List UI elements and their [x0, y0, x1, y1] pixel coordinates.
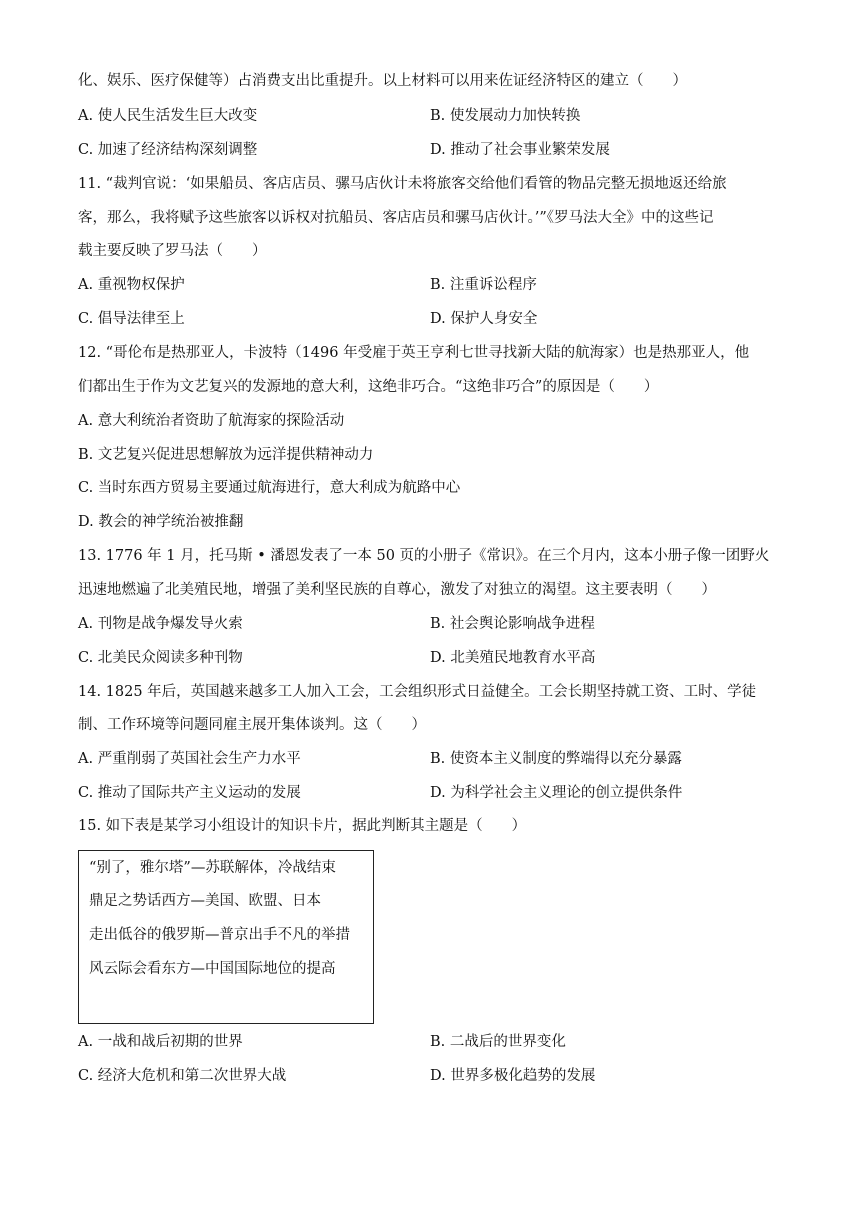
q14-option-a[interactable]: A. 严重削弱了英国社会生产力水平: [78, 751, 301, 767]
q15-option-b[interactable]: B. 二战后的世界变化: [430, 1034, 566, 1050]
q10-stem-tail: 化、娱乐、医疗保健等）占消费支出比重提升。以上材料可以用来佐证经济特区的建立（ ）: [78, 73, 687, 89]
q10-option-b[interactable]: B. 使发展动力加快转换: [430, 108, 581, 124]
q12-option-b[interactable]: B. 文艺复兴促进思想解放为远洋提供精神动力: [78, 447, 374, 463]
q12-option-c[interactable]: C. 当时东西方贸易主要通过航海进行，意大利成为航路中心: [78, 480, 461, 496]
q15-option-d[interactable]: D. 世界多极化趋势的发展: [430, 1068, 596, 1084]
q12-stem-line-2: 们都出生于作为文艺复兴的发源地的意大利，这绝非巧合。“这绝非巧合”的原因是（ ）: [78, 379, 659, 395]
card-line-2: 鼎足之势话西方—美国、欧盟、日本: [89, 893, 321, 909]
q13-option-b[interactable]: B. 社会舆论影响战争进程: [430, 616, 595, 632]
q15-option-c[interactable]: C. 经济大危机和第二次世界大战: [78, 1068, 287, 1084]
q11-option-d[interactable]: D. 保护人身安全: [430, 311, 538, 327]
card-line-3: 走出低谷的俄罗斯—普京出手不凡的举措: [89, 927, 350, 943]
q15-option-a[interactable]: A. 一战和战后初期的世界: [78, 1034, 243, 1050]
q14-stem-line-2: 制、工作环境等问题同雇主展开集体谈判。这（ ）: [78, 717, 426, 733]
q12-option-d[interactable]: D. 教会的神学统治被推翻: [78, 514, 244, 530]
q10-option-a[interactable]: A. 使人民生活发生巨大改变: [78, 108, 258, 124]
q11-stem-line-1: 11. “裁判官说：‘如果船员、客店店员、骡马店伙计未将旅客交给他们看管的物品完整无损地返还给旅: [78, 176, 727, 192]
q13-option-c[interactable]: C. 北美民众阅读多种刊物: [78, 650, 243, 666]
q11-stem-line-2: 客，那么，我将赋予这些旅客以诉权对抗船员、客店店员和骡马店伙计。’”《罗马法大全》中的这些记: [78, 210, 714, 226]
q12-stem-line-1: 12. “哥伦布是热那亚人，卡波特（1496 年受雇于英王亨利七世寻找新大陆的航海家）也是热那亚人，他: [78, 345, 750, 361]
q11-option-b[interactable]: B. 注重诉讼程序: [430, 277, 537, 293]
card-line-1: “别了，雅尔塔”—苏联解体，冷战结束: [89, 860, 336, 876]
q15-stem: 15. 如下表是某学习小组设计的知识卡片，据此判断其主题是（ ）: [78, 818, 527, 834]
q10-option-c[interactable]: C. 加速了经济结构深刻调整: [78, 142, 258, 158]
card-line-4: 风云际会看东方—中国国际地位的提高: [89, 961, 336, 977]
q14-option-b[interactable]: B. 使资本主义制度的弊端得以充分暴露: [430, 751, 682, 767]
q13-stem-line-1: 13. 1776 年 1 月，托马斯 • 潘恩发表了一本 50 页的小册子《常识》。在三个月内，这本小册子像一团野火: [78, 548, 770, 564]
q13-stem-line-2: 迅速地燃遍了北美殖民地，增强了美利坚民族的自尊心，激发了对独立的渴望。这主要表明（ ）: [78, 582, 716, 598]
q14-stem-line-1: 14. 1825 年后，英国越来越多工人加入工会，工会组织形式日益健全。工会长期坚持就工资、工时、学徒: [78, 684, 757, 700]
q13-option-d[interactable]: D. 北美殖民地教育水平高: [430, 650, 596, 666]
q11-option-c[interactable]: C. 倡导法律至上: [78, 311, 185, 327]
q11-option-a[interactable]: A. 重视物权保护: [78, 277, 185, 293]
q14-option-d[interactable]: D. 为科学社会主义理论的创立提供条件: [430, 785, 683, 801]
q10-option-d[interactable]: D. 推动了社会事业繁荣发展: [430, 142, 610, 158]
q14-option-c[interactable]: C. 推动了国际共产主义运动的发展: [78, 785, 301, 801]
q11-stem-line-3: 载主要反映了罗马法（ ）: [78, 243, 267, 259]
q13-option-a[interactable]: A. 刊物是战争爆发导火索: [78, 616, 243, 632]
knowledge-card: [78, 850, 374, 1024]
q12-option-a[interactable]: A. 意大利统治者资助了航海家的探险活动: [78, 413, 345, 429]
